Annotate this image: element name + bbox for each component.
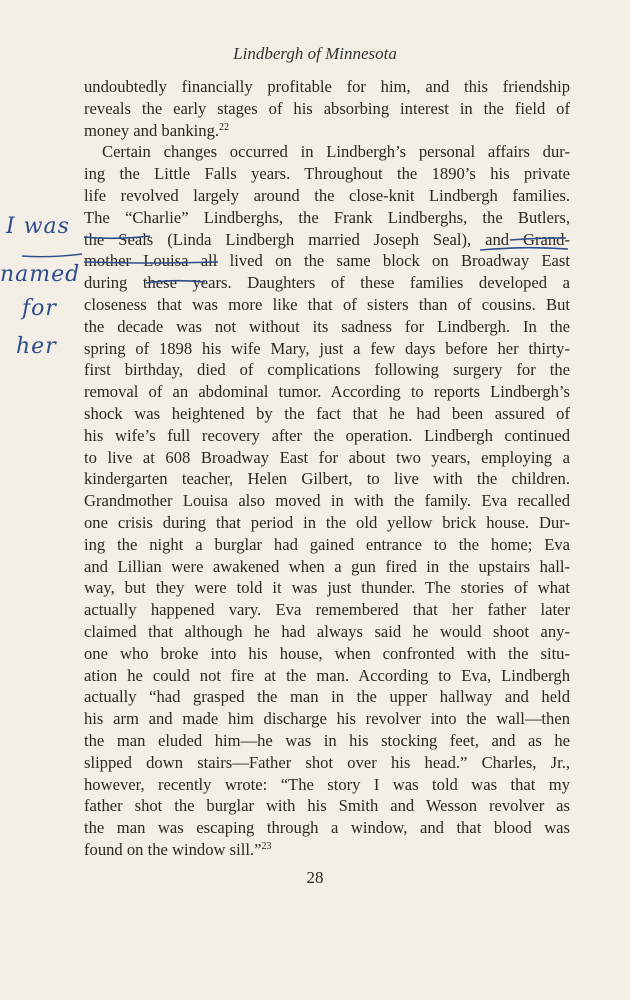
text-line-content: found on the window sill.” xyxy=(84,839,262,859)
text-line xyxy=(84,359,570,381)
footnote-ref: 23 xyxy=(261,840,272,852)
text-line-content: his wife’s full recovery after the operation. Lindbergh continued xyxy=(84,425,570,445)
text-line-content: kindergarten teacher, Helen Gilbert, to live with the children. xyxy=(84,469,570,489)
text-line-content: one who broke into his house, when confronted with the situ- xyxy=(84,643,570,663)
page-number: 28 xyxy=(306,868,324,887)
text-line xyxy=(84,534,570,556)
text-line xyxy=(84,468,570,490)
text-line xyxy=(84,272,570,294)
text-line xyxy=(84,381,570,403)
text-line xyxy=(84,730,570,752)
text-line xyxy=(84,163,570,185)
text-line-content: reveals the early stages of his absorbing interest in the field of xyxy=(84,98,570,118)
text-line xyxy=(84,817,570,839)
text-line-content: ation he could not fire at the man. According to Eva, Lindbergh xyxy=(84,665,570,685)
text-line-content: the Seals (Linda Lindbergh married Joseph Seal), and Grand- xyxy=(84,229,570,249)
text-line xyxy=(84,207,570,229)
text-line-content: and Lillian were awakened when a gun fired in the upstairs hall- xyxy=(84,556,570,576)
text-line-content: claimed that although he had always said he would shoot any- xyxy=(84,621,570,641)
text-line xyxy=(84,599,570,621)
text-line-content: one crisis during that period in the old yellow brick house. Dur- xyxy=(84,512,570,532)
text-line-content: way, but they were told it was just thunder. The stories of what xyxy=(84,578,570,598)
text-line xyxy=(84,643,570,665)
text-line-content: the man eluded him—he was in his stocking feet, and as he xyxy=(84,730,570,750)
text-line xyxy=(84,316,570,338)
text-line xyxy=(84,621,570,643)
body-text xyxy=(84,76,570,861)
text-line xyxy=(84,447,570,469)
text-line-content: undoubtedly financially profitable for him, and this friendship xyxy=(84,77,570,96)
text-line xyxy=(84,839,570,861)
text-line-content: ing the Little Falls years. Throughout the 1890’s his private xyxy=(84,164,570,184)
text-line xyxy=(84,577,570,599)
margin-note-line-4: her xyxy=(16,334,57,359)
text-line-content: slipped down stairs—Father shot over his head.” Charles, Jr., xyxy=(84,752,570,772)
text-line-content: during these years. Daughters of these families developed a xyxy=(84,273,570,293)
text-line-content: father shot the burglar with his Smith and Wesson revolver as xyxy=(84,796,570,816)
text-line xyxy=(84,229,570,251)
text-line-content: life revolved largely around the close-knit Lindbergh families. xyxy=(84,185,570,205)
text-line-content: however, recently wrote: “The story I was told was that my xyxy=(84,774,570,794)
text-line-content: mother Louisa all lived on the same block on Broadway East xyxy=(84,251,570,271)
text-line xyxy=(84,403,570,425)
text-line-content: the man was escaping through a window, and that blood was xyxy=(84,818,570,838)
text-line xyxy=(84,185,570,207)
text-line-content: money and banking. xyxy=(84,120,220,140)
text-line-content: first birthday, died of complications following surgery for the xyxy=(84,360,570,380)
text-line-content: shock was heightened by the fact that he had been assured of xyxy=(84,403,570,423)
margin-note-line-1: I was xyxy=(6,214,70,239)
text-line xyxy=(84,294,570,316)
text-line-content: Certain changes occurred in Lindbergh’s personal affairs dur- xyxy=(102,142,570,162)
footnote-ref: 22 xyxy=(219,121,230,133)
text-line xyxy=(84,98,570,120)
text-line xyxy=(84,141,570,163)
text-line-content: Grandmother Louisa also moved in with the family. Eva recalled xyxy=(84,491,570,511)
text-line xyxy=(84,425,570,447)
text-line xyxy=(84,250,570,272)
text-line xyxy=(84,338,570,360)
margin-note-line-3: for xyxy=(22,296,57,321)
text-line-content: actually “had grasped the man in the upper hallway and held xyxy=(84,687,570,707)
text-line-content: spring of 1898 his wife Mary, just a few days before her thirty- xyxy=(84,338,570,358)
text-line-content: closeness that was more like that of sisters than of cousins. But xyxy=(84,294,570,314)
text-line xyxy=(84,708,570,730)
text-line xyxy=(84,774,570,796)
text-line xyxy=(84,795,570,817)
text-line xyxy=(84,686,570,708)
text-line xyxy=(84,512,570,534)
text-line xyxy=(84,752,570,774)
text-line xyxy=(84,76,570,98)
text-line xyxy=(84,665,570,687)
bracket-stroke xyxy=(22,254,82,257)
running-head: Lindbergh of Minnesota xyxy=(233,44,397,63)
text-line xyxy=(84,490,570,512)
text-line-content: actually happened vary. Eva remembered that her father later xyxy=(84,600,570,620)
text-line-content: his arm and made him discharge his revolver into the wall—then xyxy=(84,709,570,729)
text-line-content: to live at 608 Broadway East for about two years, employing a xyxy=(84,447,570,467)
text-line-content: the decade was not without its sadness for Lindbergh. In the xyxy=(84,316,570,336)
text-line-content: removal of an abdominal tumor. According to reports Lindbergh’s xyxy=(84,382,570,402)
margin-note-line-2: named xyxy=(0,262,81,287)
text-line xyxy=(84,120,570,142)
text-line-content: ing the night a burglar had gained entrance to the home; Eva xyxy=(84,534,570,554)
text-line-content: The “Charlie” Lindberghs, the Frank Lindberghs, the Butlers, xyxy=(84,207,570,227)
text-line xyxy=(84,556,570,578)
